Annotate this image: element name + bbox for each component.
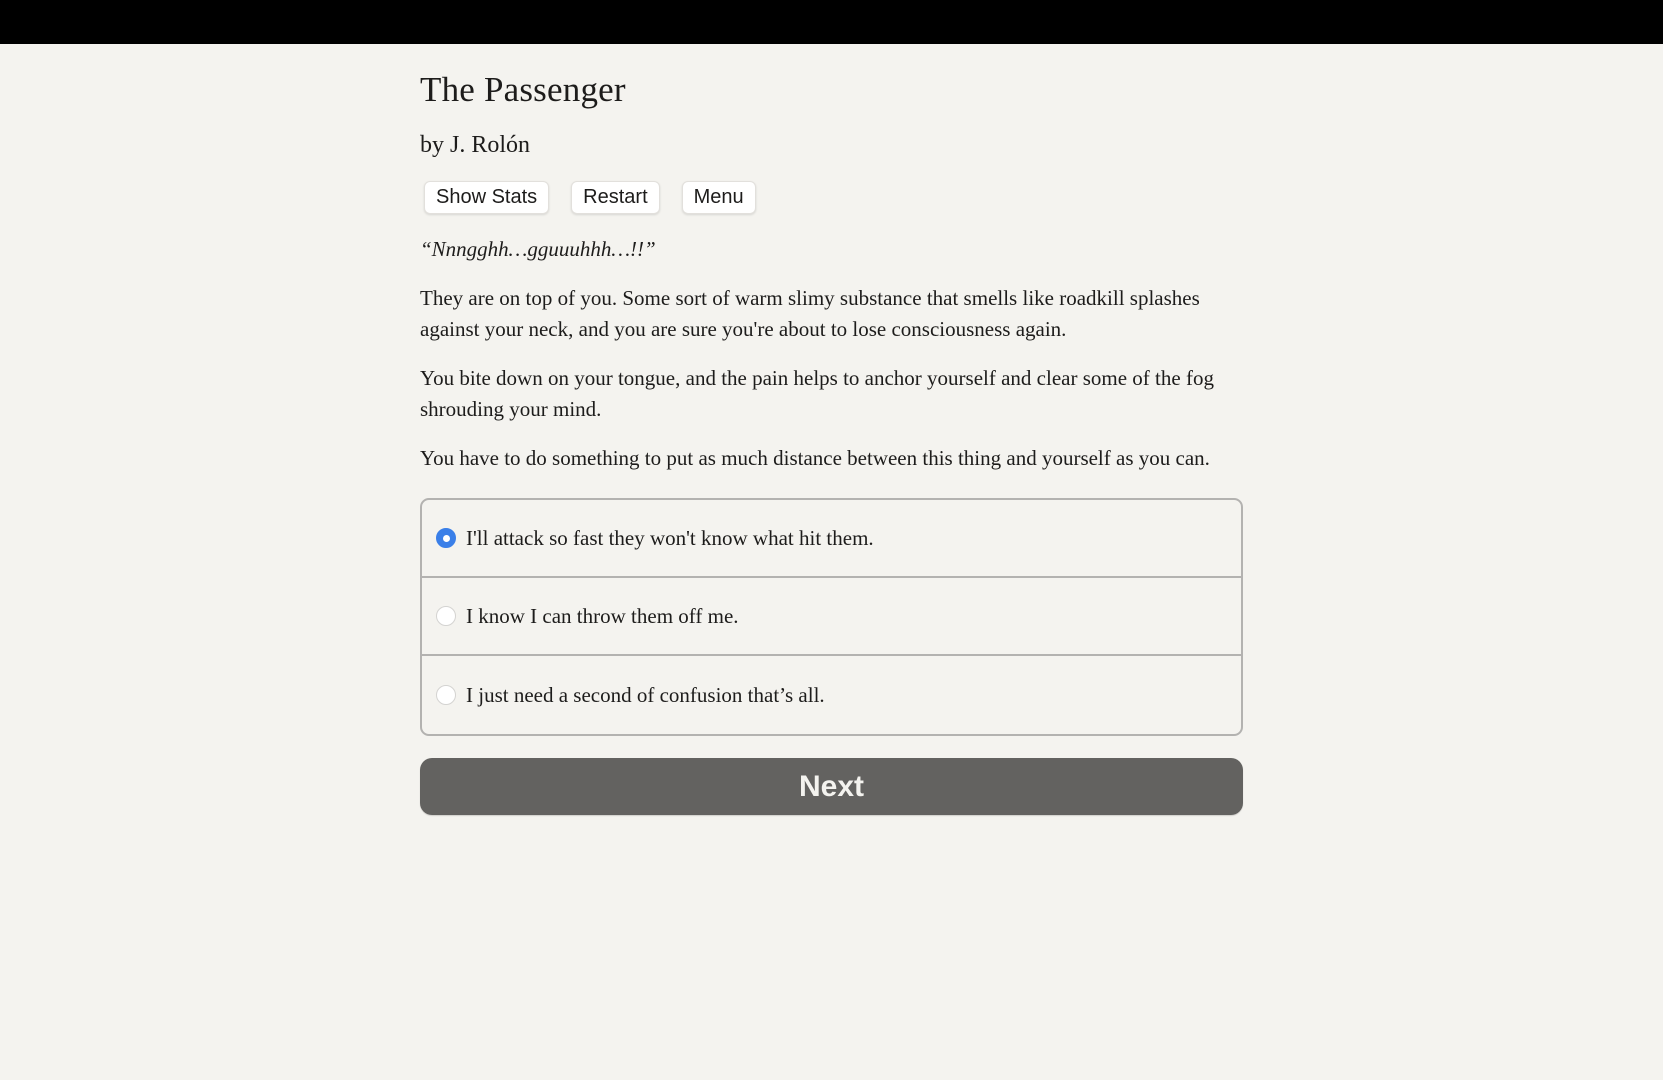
choice-option-confusion[interactable] (422, 656, 1241, 734)
radio-unselected-icon[interactable] (436, 606, 456, 626)
choice-label: I know I can throw them off me. (466, 603, 739, 628)
menu-button[interactable]: Menu (682, 181, 756, 214)
choice-label: I just need a second of confusion that’s all. (466, 682, 825, 707)
author-byline: by J. Rolón (420, 132, 531, 158)
passage-quote: “Nnngghh…gguuuhhh…!!” (420, 237, 656, 261)
choice-option-attack[interactable] (422, 500, 1241, 578)
radio-unselected-icon[interactable] (436, 685, 456, 705)
story-passage (420, 234, 1243, 474)
passage-paragraph: You bite down on your tongue, and the pain helps to anchor yourself and clear some of the fog shrouding your mind. (420, 366, 1214, 421)
show-stats-button[interactable]: Show Stats (424, 181, 549, 214)
top-black-bar (0, 0, 1663, 44)
choice-option-throw[interactable] (422, 578, 1241, 656)
choice-label: I'll attack so fast they won't know what hit them. (466, 525, 874, 550)
toolbar (420, 181, 1243, 214)
story-container (420, 44, 1243, 815)
next-button[interactable]: Next (420, 758, 1243, 815)
story-title: The Passenger (420, 70, 626, 109)
restart-button[interactable]: Restart (571, 181, 659, 214)
passage-paragraph: They are on top of you. Some sort of warm slimy substance that smells like roadkill splashes against your neck, and you are sure you're about to lose consciousness again. (420, 286, 1200, 341)
choice-list (420, 498, 1243, 736)
radio-selected-icon[interactable] (436, 528, 456, 548)
passage-paragraph: You have to do something to put as much distance between this thing and yourself as you can. (420, 446, 1210, 470)
